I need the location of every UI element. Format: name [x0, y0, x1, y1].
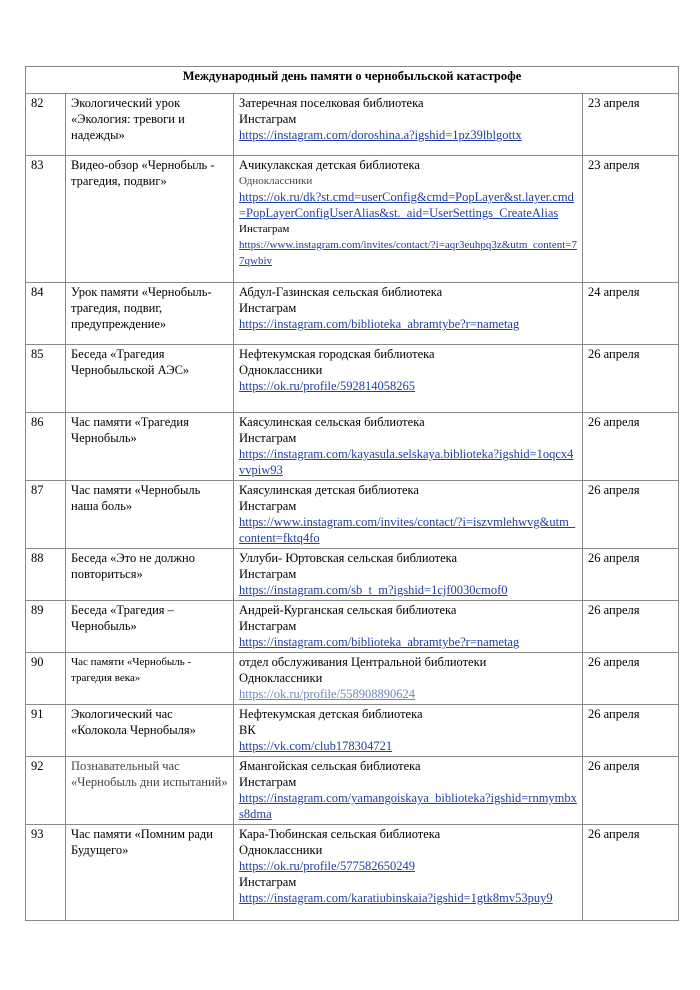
event-date: 23 апреля — [583, 156, 679, 283]
table-row — [26, 549, 679, 601]
event-title: Час памяти «Помним ради Будущего» — [66, 825, 234, 921]
event-place-cell — [234, 481, 583, 549]
event-link[interactable]: https://instagram.com/biblioteka_abramtybe?r=nametag — [239, 635, 520, 649]
row-number: 84 — [26, 283, 66, 345]
network-name: Инстаграм — [239, 431, 297, 445]
network-name: Инстаграм — [239, 567, 297, 581]
row-number: 86 — [26, 413, 66, 481]
table-row — [26, 757, 679, 825]
event-place-cell — [234, 757, 583, 825]
table-row — [26, 705, 679, 757]
event-date: 26 апреля — [583, 705, 679, 757]
event-title: Экологический час «Колокола Чернобыля» — [66, 705, 234, 757]
event-title: Экологический урок «Экология: тревоги и надежды» — [66, 94, 234, 156]
library-name: Кара-Тюбинская сельская библиотека — [239, 827, 441, 841]
row-number: 92 — [26, 757, 66, 825]
library-name: Нефтекумская городская библиотека — [239, 347, 435, 361]
network-name: Инстаграм — [239, 223, 290, 235]
event-title: Урок памяти «Чернобыль- трагедия, подвиг, предупреждение» — [66, 283, 234, 345]
event-place-cell — [234, 345, 583, 413]
event-title: Беседа «Это не должно повториться» — [66, 549, 234, 601]
event-date: 24 апреля — [583, 283, 679, 345]
event-link[interactable]: https://vk.com/club178304721 — [239, 739, 393, 753]
library-name: Андрей-Курганская сельская библиотека — [239, 603, 457, 617]
row-number: 85 — [26, 345, 66, 413]
table-row — [26, 283, 679, 345]
event-date: 26 апреля — [583, 481, 679, 549]
library-name: Затеречная поселковая библиотека — [239, 96, 424, 110]
event-title: Беседа «Трагедия Чернобыльской АЭС» — [66, 345, 234, 413]
library-name: Каясулинская сельская библиотека — [239, 415, 425, 429]
event-link[interactable]: https://instagram.com/biblioteka_abramtybe?r=nametag — [239, 317, 520, 331]
event-title: Час памяти «Чернобыль наша боль» — [66, 481, 234, 549]
network-name: Инстаграм — [239, 875, 297, 889]
library-name: Каясулинская детская библиотека — [239, 483, 419, 497]
row-number: 82 — [26, 94, 66, 156]
event-date: 26 апреля — [583, 549, 679, 601]
event-place-cell — [234, 825, 583, 921]
network-name: Одноклассники — [239, 671, 323, 685]
table-row — [26, 481, 679, 549]
event-date: 26 апреля — [583, 413, 679, 481]
event-link[interactable]: https://instagram.com/yamangoiskaya_biblioteka?igshid=rnmymbxs8dma — [239, 791, 577, 821]
event-link[interactable]: https://www.instagram.com/invites/contact/?i=aqr3euhpq3z&utm_content=77qwbiv — [239, 239, 577, 267]
event-place-cell — [234, 413, 583, 481]
event-link[interactable]: https://instagram.com/sb_t_m?igshid=1cjf0030cmof0 — [239, 583, 508, 597]
network-name: ВК — [239, 723, 256, 737]
network-name: Инстаграм — [239, 499, 297, 513]
event-date: 26 апреля — [583, 345, 679, 413]
event-place-cell — [234, 653, 583, 705]
table-row — [26, 825, 679, 921]
event-date: 26 апреля — [583, 757, 679, 825]
row-number: 87 — [26, 481, 66, 549]
network-name: Инстаграм — [239, 775, 297, 789]
event-date: 26 апреля — [583, 825, 679, 921]
table-heading-row — [26, 67, 679, 94]
event-place-cell — [234, 156, 583, 283]
event-title: Час памяти «Трагедия Чернобыль» — [66, 413, 234, 481]
library-name: Ачикулакская детская библиотека — [239, 158, 420, 172]
row-number: 90 — [26, 653, 66, 705]
row-number: 89 — [26, 601, 66, 653]
library-name: Ямангойская сельская библиотека — [239, 759, 421, 773]
event-link[interactable]: https://ok.ru/profile/592814058265 — [239, 379, 416, 393]
event-place-cell — [234, 283, 583, 345]
event-link[interactable]: https://instagram.com/kayasula.selskaya.biblioteka?igshid=1oqcx4vvpiw93 — [239, 447, 574, 477]
event-place-cell — [234, 705, 583, 757]
table-row — [26, 345, 679, 413]
event-link[interactable]: https://ok.ru/profile/577582650249 — [239, 859, 416, 873]
event-place-cell — [234, 601, 583, 653]
event-link[interactable]: https://www.instagram.com/invites/contact/?i=iszvmlehwvg&utm_content=fktq4fo — [239, 515, 576, 545]
event-link[interactable]: https://instagram.com/karatiubinskaia?igshid=1gtk8mv53puy9 — [239, 891, 553, 905]
event-title: Познавательный час «Чернобыль дни испытаний» — [66, 757, 234, 825]
row-number: 91 — [26, 705, 66, 757]
library-name: отдел обслуживания Центральной библиотеки — [239, 655, 487, 669]
event-date: 26 апреля — [583, 601, 679, 653]
table-row — [26, 94, 679, 156]
event-date: 23 апреля — [583, 94, 679, 156]
events-table — [25, 66, 679, 921]
event-link[interactable]: https://instagram.com/doroshina.a?igshid=1pz39lblgottx — [239, 128, 522, 142]
row-number: 88 — [26, 549, 66, 601]
table-heading: Международный день памяти о чернобыльской катастрофе — [26, 67, 679, 94]
library-name: Абдул-Газинская сельская библиотека — [239, 285, 443, 299]
event-link[interactable]: https://ok.ru/dk?st.cmd=userConfig&cmd=PopLayer&st.layer.cmd=PopLayerConfigUserAlias&st._aid=UserSettings_CreateAlias — [239, 190, 574, 220]
network-name: Одноклассники — [239, 843, 323, 857]
event-place-cell — [234, 549, 583, 601]
table-row — [26, 156, 679, 283]
library-name: Уллуби- Юртовская сельская библиотека — [239, 551, 458, 565]
table-row — [26, 413, 679, 481]
row-number: 83 — [26, 156, 66, 283]
network-name: Одноклассники — [239, 363, 323, 377]
network-name: Одноклассники — [239, 175, 313, 187]
library-name: Нефтекумская детская библиотека — [239, 707, 423, 721]
table-row — [26, 601, 679, 653]
network-name: Инстаграм — [239, 619, 297, 633]
event-link[interactable]: https://ok.ru/profile/558908890624 — [239, 687, 416, 701]
event-date: 26 апреля — [583, 653, 679, 705]
event-place-cell — [234, 94, 583, 156]
network-name: Инстаграм — [239, 112, 297, 126]
network-name: Инстаграм — [239, 301, 297, 315]
row-number: 93 — [26, 825, 66, 921]
event-title: Час памяти «Чернобыль - трагедия века» — [66, 653, 234, 705]
event-title: Беседа «Трагедия – Чернобыль» — [66, 601, 234, 653]
table-row — [26, 653, 679, 705]
event-title: Видео-обзор «Чернобыль - трагедия, подвиг» — [66, 156, 234, 283]
